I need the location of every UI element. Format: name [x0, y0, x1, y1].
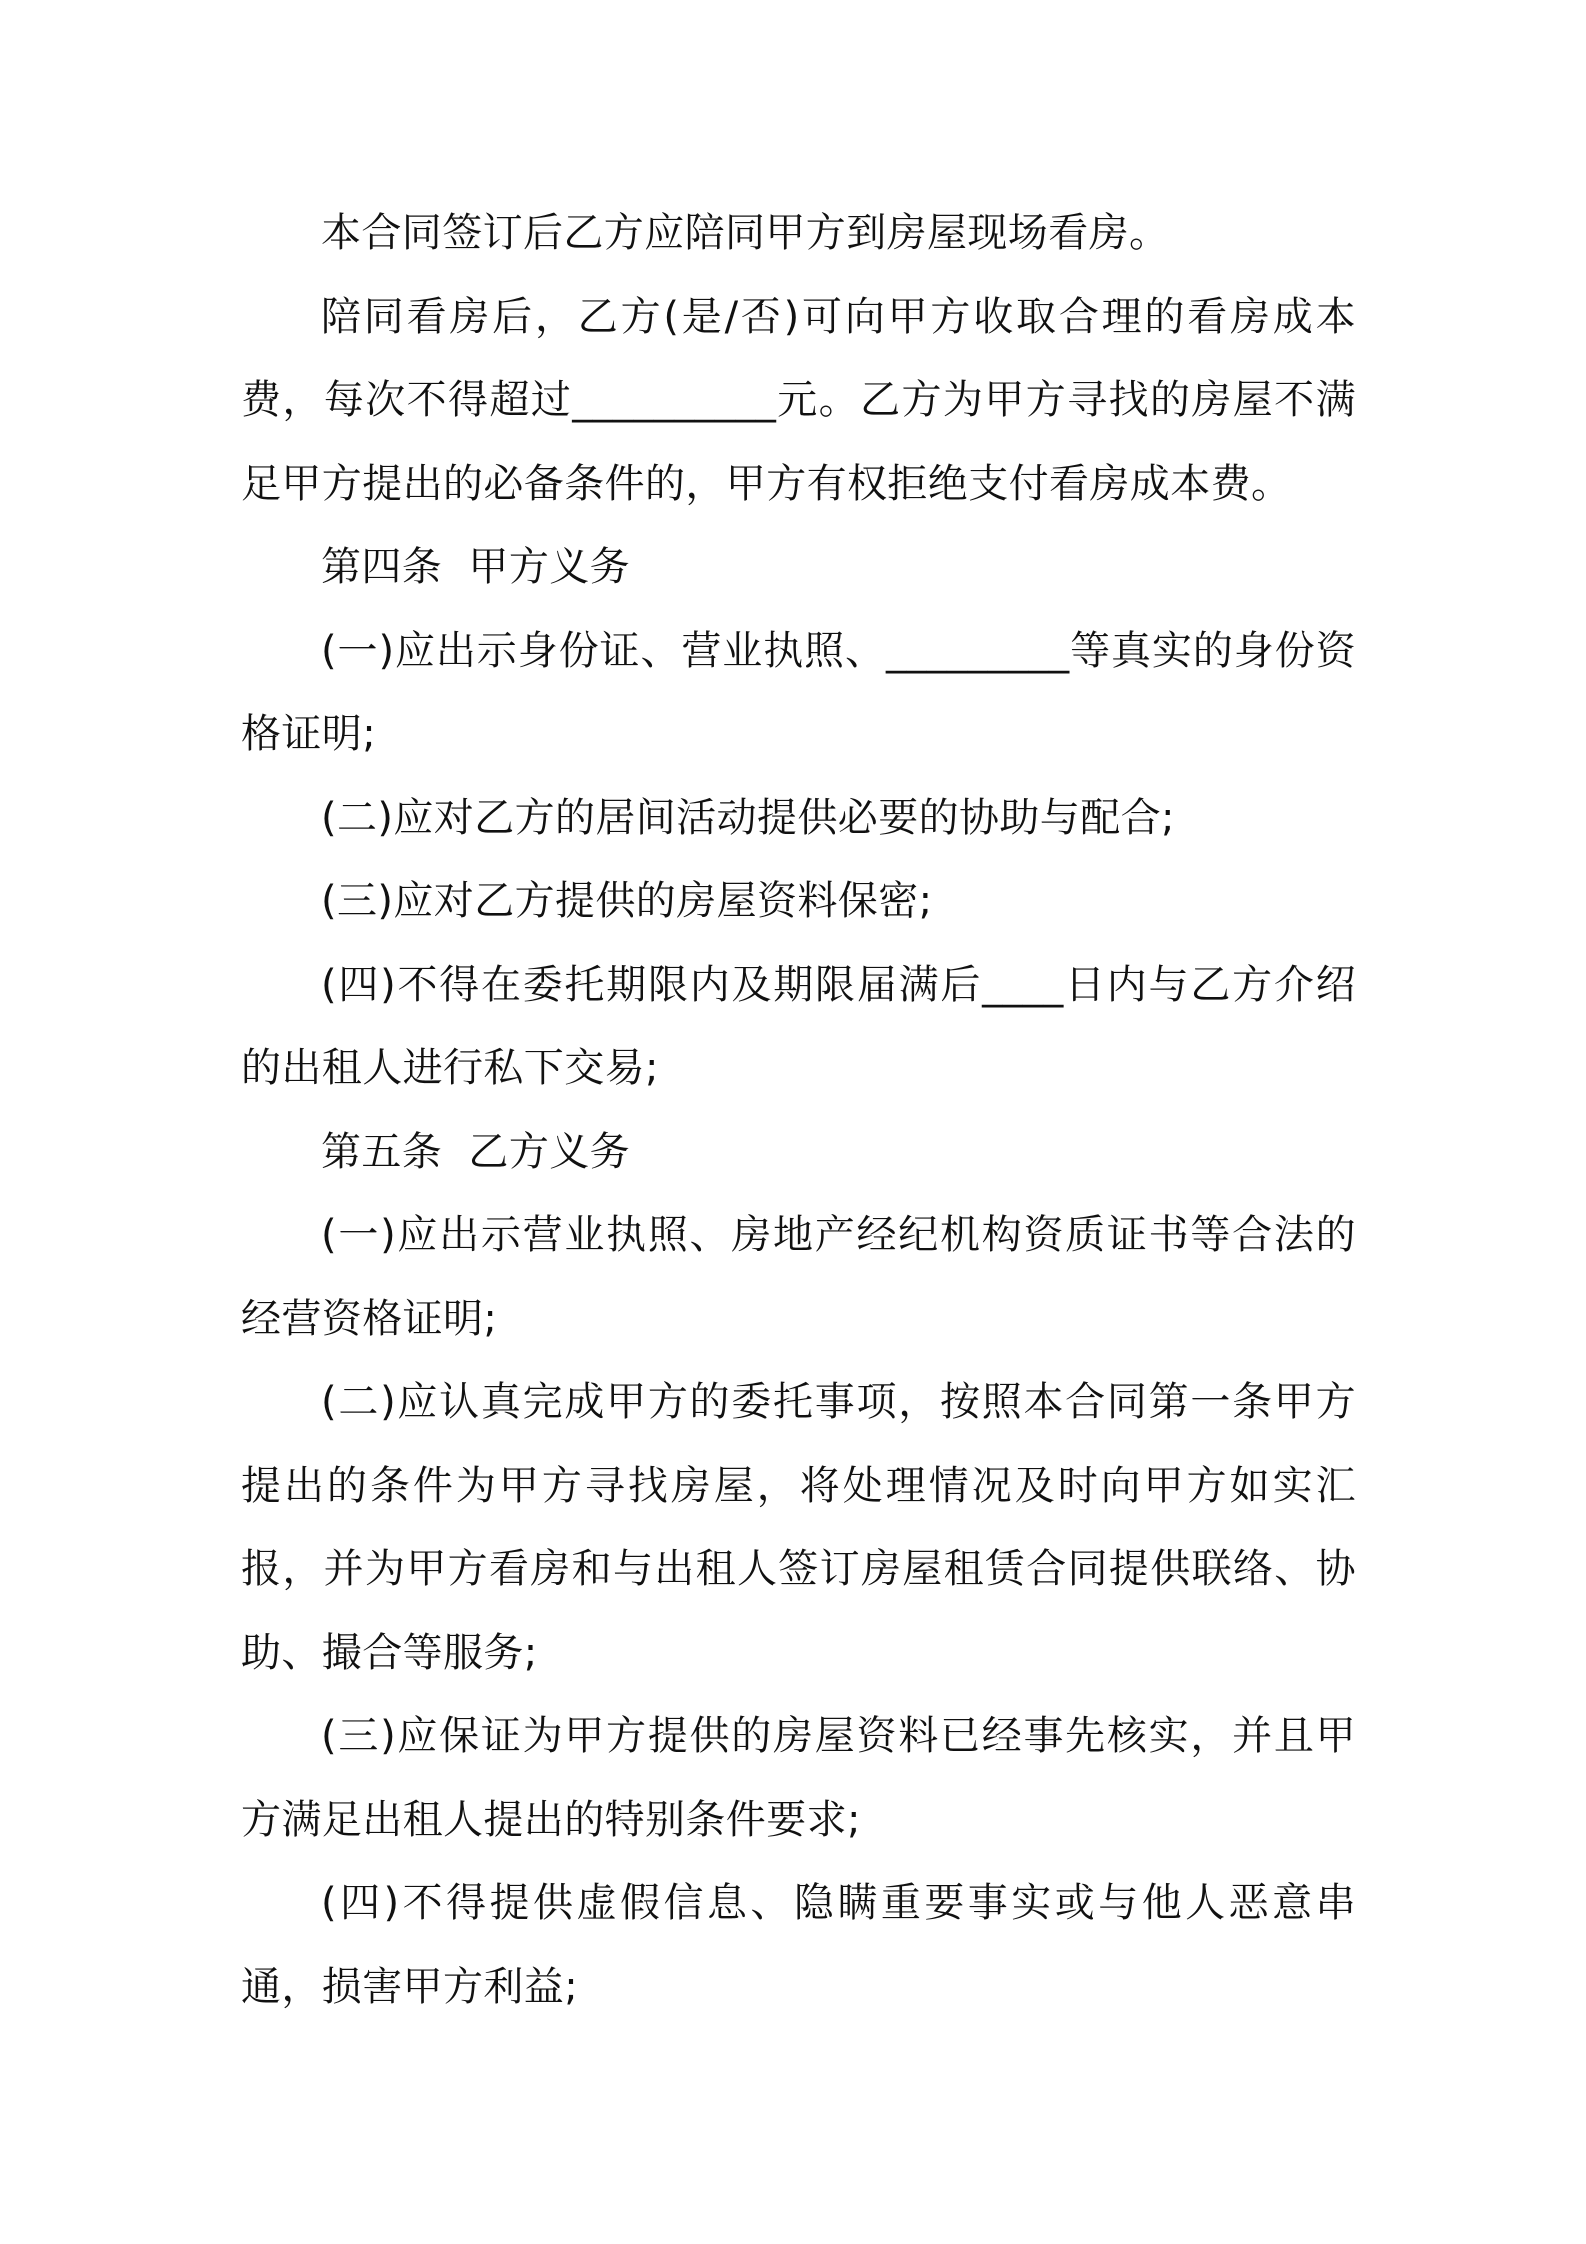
article-5-heading: 第五条 乙方义务 — [321, 1128, 631, 1175]
article-5-clause-3: (三)应保证为甲方提供的房屋资料已经事先核实，并且甲方满足出租人提出的特别条件要求; — [241, 1713, 1356, 1843]
paragraph-viewing-accompany: 本合同签订后乙方应陪同甲方到房屋现场看房。 — [321, 210, 1170, 256]
paragraph-viewing-fee: 陪同看房后，乙方(是/否)可向甲方收取合理的看房成本费，每次不得超过__________元。乙方为甲方寻找的房屋不满足甲方提出的必备条件的，甲方有权拒绝支付看房成本费。 — [241, 293, 1356, 507]
article-4-heading: 第四条 甲方义务 — [321, 544, 631, 590]
article-4-clause-2: (二)应对乙方的居间活动提供必要的协助与配合; — [321, 794, 1175, 841]
article-5-clause-2: (二)应认真完成甲方的委托事项，按照本合同第一条甲方提出的条件为甲方寻找房屋，将处理情况及时向甲方如实汇报，并为甲方看房和与出租人签订房屋租赁合同提供联络、协助、撮合等服务; — [241, 1379, 1356, 1676]
article-4-clause-1: (一)应出示身份证、营业执照、_________等真实的身份资格证明; — [241, 627, 1356, 757]
article-5-clause-1: (一)应出示营业执照、房地产经纪机构资质证书等合法的经营资格证明; — [241, 1212, 1356, 1342]
document-body — [241, 192, 1356, 2029]
article-4-clause-3: (三)应对乙方提供的房屋资料保密; — [321, 878, 933, 924]
article-4-clause-4: (四)不得在委托期限内及期限届满后____日内与乙方介绍的出租人进行私下交易; — [241, 961, 1356, 1091]
article-5-clause-4: (四)不得提供虚假信息、隐瞒重要事实或与他人恶意串通，损害甲方利益; — [241, 1880, 1356, 2010]
